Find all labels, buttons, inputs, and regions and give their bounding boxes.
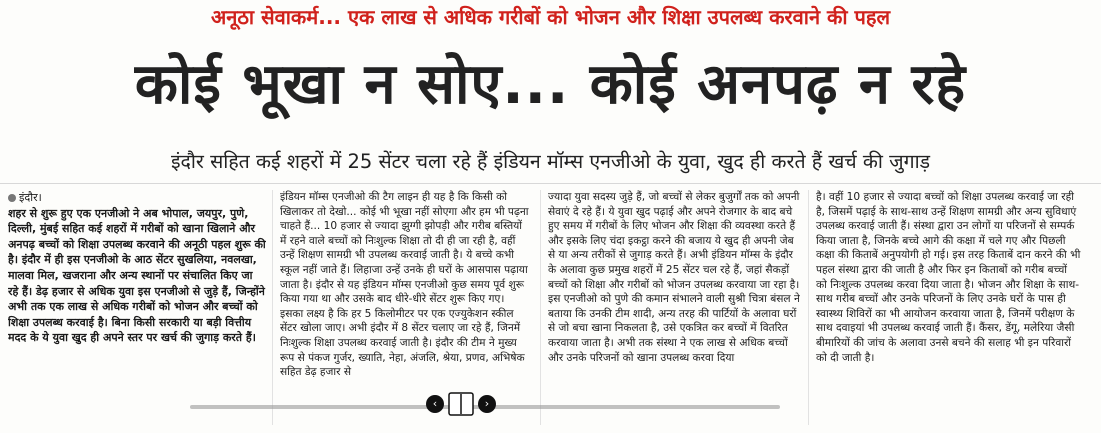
bullet-icon	[8, 194, 16, 202]
column-text: है। वहीं 10 हजार से ज्यादा बच्चों को शिक्षा उपलब्ध करवाई जा रही है, जिसमें पढ़ाई के साथ-साथ उन्हें शिक्षण सामग्री और अन्य सुविधाएं उपलब्ध करवाई जाती हैं। संस्था द्वारा उन लोगों या परिजनों से सम्पर्क किया जाता है, जिनके बच्चे आगे की कक्षा में चले गए और पिछली कक्षा की किताबें अनुपयोगी हो गई। इस तरह किताबें दान करने की भी पहल संस्था द्वारा की जाती है और फिर इन किताबों को गरीब बच्चों को निःशुल्क उपलब्ध करवा दिया जाता है। भोजन और शिक्षा के साथ-साथ गरीब बच्चों और उनके परिजनों के लिए उनके घरों के पास ही स्वास्थ्य शिविरों का भी आयोजन करवाया जाता है, जिनमें परीक्षण के साथ दवाइयां भी उपलब्ध करवाई जाती हैं। कैंसर, डेंगू, मलेरिया जैसी बीमारियों की जांच के अलावा उनसे बचने की सलाह भी इन परिवारों को दी जाती है।	[816, 191, 1081, 364]
subheadline: इंदौर सहित कई शहरों में 25 सेंटर चला रहे हैं इंडियन मॉम्स एनजीओ के युवा, खुद ही करते हैं खर्च की जुगाड़	[170, 150, 931, 173]
article-column-4	[816, 190, 1081, 430]
headline: कोई भूखा न सोए... कोई अनपढ़ न रहे	[134, 52, 967, 117]
article-column-1	[8, 190, 266, 430]
column-divider	[540, 190, 541, 425]
dateline: इंदौर।	[8, 191, 42, 204]
column-divider	[808, 190, 809, 425]
kicker-line: अनूठा सेवाकर्म... एक लाख से अधिक गरीबों को भोजन और शिक्षा उपलब्ध करवाने की पहल	[210, 5, 891, 29]
column-text: ज्यादा युवा सदस्य जुड़े हैं, जो बच्चों से लेकर बुजुर्गों तक को अपनी सेवाएं दे रहे हैं। ये युवा खुद पढ़ाई और अपने रोजगार के बाद बचे हुए समय में गरीबों के लिए भोजन और शिक्षा की व्यवस्था करते हैं और इसके लिए चंदा इकट्ठा करने की बजाय ये खुद ही अपनी जेब से या अन्य तरीकों से जुगाड़ करते हैं। अभी इंडियन मॉम्स के इंदौर के अलावा कुछ प्रमुख शहरों में 25 सेंटर चल रहे हैं, जहां सैकड़ों बच्चों को शिक्षा और गरीबों को भोजन उपलब्ध करवाया जा रहा है। इस एनजीओ को पुणे की कमान संभालने वाली सुश्री चित्रा बंसल ने बताया कि उनकी टीम शादी, अन्य तरह की पार्टियों के अलावा घरों से जो बचा खाना निकलता है, उसे एकत्रित कर बच्चों में वितरित करवाया जाता है। अभी तक संस्था ने एक लाख से अधिक बच्चों और उनके परिजनों को खाना उपलब्ध करवा दिया	[548, 191, 800, 364]
divider	[0, 183, 1101, 184]
page-viewer-controls	[426, 392, 496, 416]
next-page-button[interactable]: ›	[478, 395, 496, 413]
column-text: शहर से शुरू हुए एक एनजीओ ने अब भोपाल, जयपुर, पुणे, दिल्ली, मुंबई सहित कई शहरों में गरीबों को खाना खिलाने और अनपढ़ बच्चों को शिक्षा उपलब्ध करवाने की अनूठी पहल शुरू की है। इंदौर में ही इस एनजीओ के आठ सेंटर सुखलिया, नवलखा, मालवा मिल, खजराना और अन्य स्थानों पर संचालित किए जा रहे हैं। डेढ़ हजार से अधिक युवा इस एनजीओ से जुड़े हैं, जिन्होंने अभी तक एक लाख से अधिक गरीबों को भोजन और बच्चों को शिक्षा उपलब्ध करवाई है। बिना किसी सरकारी या बड़ी वित्तीय मदद के ये युवा खुद ही अपने स्तर पर खर्च की जुगाड़ करते हैं।	[8, 206, 266, 345]
book-icon[interactable]	[448, 392, 474, 416]
column-text: इंडियन मॉम्स एनजीओ की टैग लाइन ही यह है कि किसी को खिलाकर तो देखो... कोई भी भूखा नहीं सोएगा और हम भी पढ़ना चाहते हैं... 10 हजार से ज्यादा झुग्गी झोपड़ी और गरीब बस्तियों में रहने वाले बच्चों को निःशुल्क शिक्षा तो दी ही जा रही है, वहीं उन्हें शिक्षण सामग्री भी उपलब्ध करवाई जाती है। ये बच्चे कभी स्कूल नहीं जाते हैं। लिहाजा उन्हें उनके ही घरों के आसपास पढ़ाया जाता है। इंदौर से यह इंडियन मॉम्स एनजीओ कुछ समय पूर्व शुरू किया गया था और उसके बाद धीरे-धीरे सेंटर शुरू किए गए। इसका लक्ष्य है कि हर 5 किलोमीटर पर एक एज्युकेशन स्कील सेंटर खोला जाए। अभी इंदौर में 8 सेंटर चलाए जा रहे हैं, जिनमें निःशुल्क शिक्षा उपलब्ध करवाई जाती है। इंदौर की टीम ने मुख्य रूप से पंकज गुर्जर, ख्याति, नेहा, अंजलि, श्रेया, प्रणव, अभिषेक सहित डेढ़ हजार से	[280, 191, 529, 379]
prev-page-button[interactable]: ‹	[426, 395, 444, 413]
article-column-3	[548, 190, 800, 430]
column-divider	[272, 190, 273, 425]
